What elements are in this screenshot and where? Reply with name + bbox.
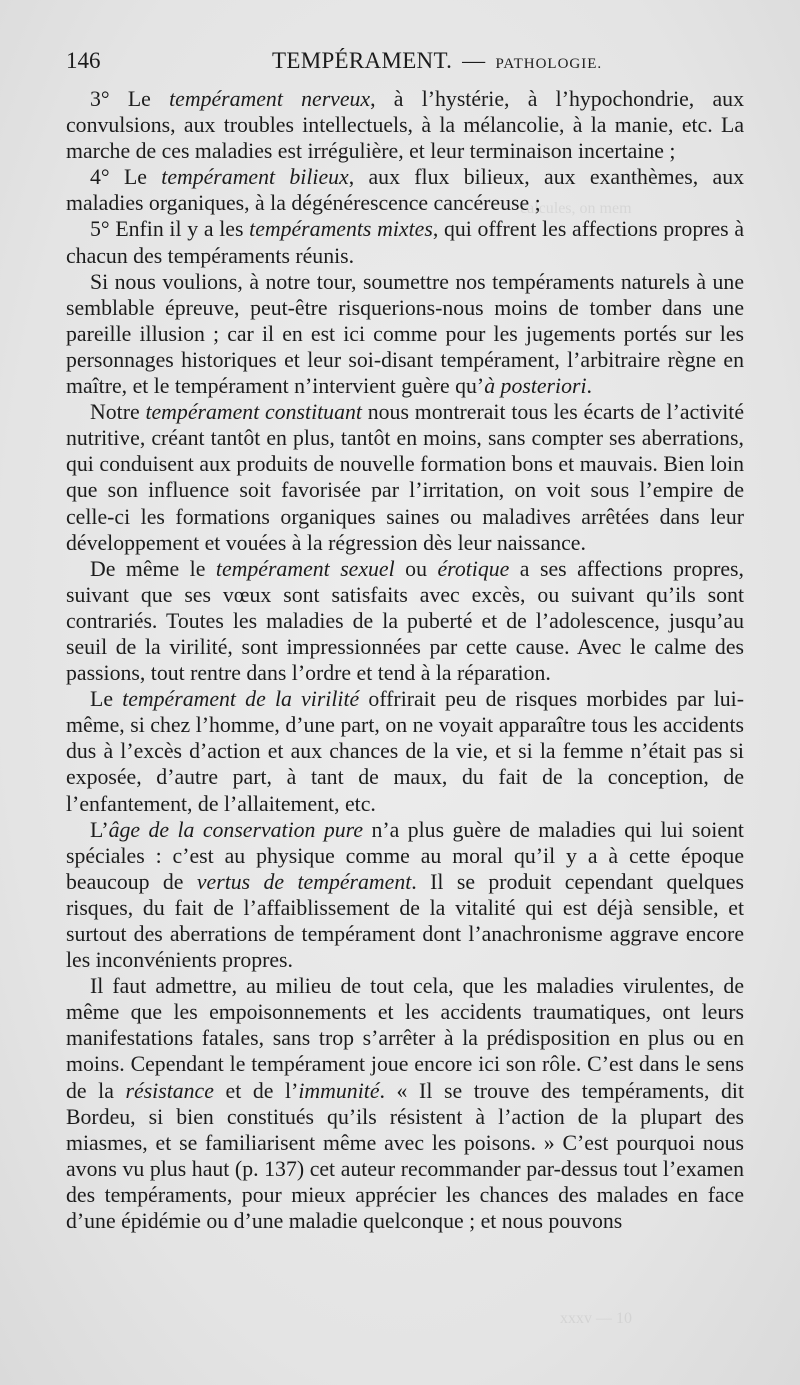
text-run: Il faut admettre, au milieu de tout cela, que les maladies virulentes, de même que les empoisonnements et les accidents traumatiques, ont leurs manifestations fatales, sans trop s’arrêter à la prédisposition en plus ou en moins. Cependant le tempérament joue encore ici son rôle. C’est dans le sens de la xyxy=(66,974,744,1103)
text-run: offrirait peu de risques morbides par lui-même, si chez l’homme, d’une part, on ne voyait apparaître tous les accidents dus à l’excès d’action et aux chances de la vie, et si la femme n’était pas si exposée, d’autre part, à tant de maux, du fait de la conception, de l’enfantement, de l’allaitement, etc. xyxy=(66,687,744,816)
text-run: a ses affections propres, suivant que ses vœux sont satisfaits avec excès, ou suivant qu’ils sont contrariés. Toutes les maladies de la puberté et de l’adolescence, jusqu’au seuil de la virilité, sont impressionnées par cette cause. Avec le calme des passions, tout rentre dans l’ordre et tend à la réparation. xyxy=(66,556,744,686)
running-title-main: TEMPÉRAMENT. xyxy=(272,48,453,73)
italic-run: immunité xyxy=(298,1078,380,1103)
paragraph xyxy=(66,686,744,816)
text-run: Notre xyxy=(90,400,146,425)
text-run: Le xyxy=(90,687,123,712)
text-run: 3° Le xyxy=(90,87,170,111)
paragraph xyxy=(66,817,744,974)
body-text xyxy=(66,86,744,1234)
running-header xyxy=(66,48,746,80)
text-run: et de l’ xyxy=(213,1078,299,1103)
text-run: n’a plus guère de maladies qui lui soient spéciales : c’est au physique comme au moral qu’il y a à cette époque beaucoup de xyxy=(66,817,744,894)
text-run: nous montrerait tous les écarts de l’activité nutritive, créant tantôt en plus, tantôt en moins, sans compter ses aberrations, qui conduisent aux produits de nouvelle formation bons et mauvais. Bien loin que son influence soit favorisée par l’irritation, on voit sous l’empire de celle-ci les formations organiques saines ou maladives arrêtées dans leur développement et vouées à la régression dès leur naissance. xyxy=(66,400,744,555)
text-run: , aux flux bilieux, aux exanthèmes, aux maladies organiques, à la dégénérescence cancéreuse ; xyxy=(66,165,744,216)
paragraph xyxy=(66,973,744,1234)
text-run: , à l’hystérie, à l’hypochondrie, aux convulsions, aux troubles intellectuels, à la mélancolie, à la manie, etc. La marche de ces maladies est irrégulière, et leur terminaison incertaine ; xyxy=(66,87,744,164)
italic-run: érotique xyxy=(437,556,510,581)
italic-run: tempérament de la virilité xyxy=(122,687,360,712)
text-run: . Il se produit cependant quelques risques, du fait de l’affaiblissement de la vitalité qui est déjà sensible, et surtout des aberrations de tempérament dont l’anachronisme aggrave encore les inconvénients propres. xyxy=(66,869,744,973)
text-run: 4° Le xyxy=(90,165,162,190)
italic-run: tempéraments mixtes xyxy=(249,217,433,242)
running-title-dash: — xyxy=(462,48,486,73)
paragraph xyxy=(66,86,744,164)
text-run: . xyxy=(586,374,592,399)
text-run: . « Il se trouve des tempéraments, dit Bordeu, si bien constitués qu’ils résistent à l’action de la plupart des miasmes, et se familiarisent même avec les poisons. » C’est pourquoi nous avons vu plus haut (p. 137) cet auteur recommander par-dessus tout l’examen des tempéraments, pour mieux apprécier les chances des malades en face d’une épidémie ou d’une maladie quelconque ; et nous pouvons xyxy=(66,1078,745,1234)
text-run: L’ xyxy=(90,817,109,842)
italic-run: tempérament nerveux xyxy=(169,87,371,111)
italic-run: tempérament constituant xyxy=(145,400,362,425)
text-run: ou xyxy=(394,556,438,581)
paragraph xyxy=(66,556,744,686)
bleed-through-text: calcules, on mem xyxy=(520,200,632,217)
bleed-through-text: xxxv — 10 xyxy=(560,1310,632,1327)
italic-run: âge de la conservation pure xyxy=(108,817,364,842)
text-run: 5° Enfin il y a les xyxy=(90,217,250,242)
paragraph xyxy=(66,216,744,268)
text-run: Si nous voulions, à notre tour, soumettre nos tempéraments naturels à une semblable épreuve, peut-être risquerions-nous moins de tomber dans une pareille illusion ; car il en est ici comme pour les jugements portés sur les personnages historiques et leur soi-disant tempérament, l’arbitraire règne en maître, et le tempérament n’intervient guère qu’ xyxy=(66,269,744,399)
italic-run: tempérament sexuel xyxy=(215,556,395,581)
running-title-section: PATHOLOGIE. xyxy=(495,56,603,72)
italic-run: vertus de tempérament xyxy=(196,869,412,894)
italic-run: à posteriori xyxy=(484,374,587,399)
paragraph xyxy=(66,399,744,556)
paragraph xyxy=(66,164,744,216)
text-run: , qui offrent les affections propres à chacun des tempéraments réunis. xyxy=(66,217,745,268)
italic-run: tempérament bilieux xyxy=(161,165,349,190)
paragraph xyxy=(66,269,744,399)
text-run: De même le xyxy=(90,556,216,581)
italic-run: résistance xyxy=(125,1078,214,1103)
page-number: 146 xyxy=(66,48,101,73)
running-title xyxy=(272,48,602,74)
